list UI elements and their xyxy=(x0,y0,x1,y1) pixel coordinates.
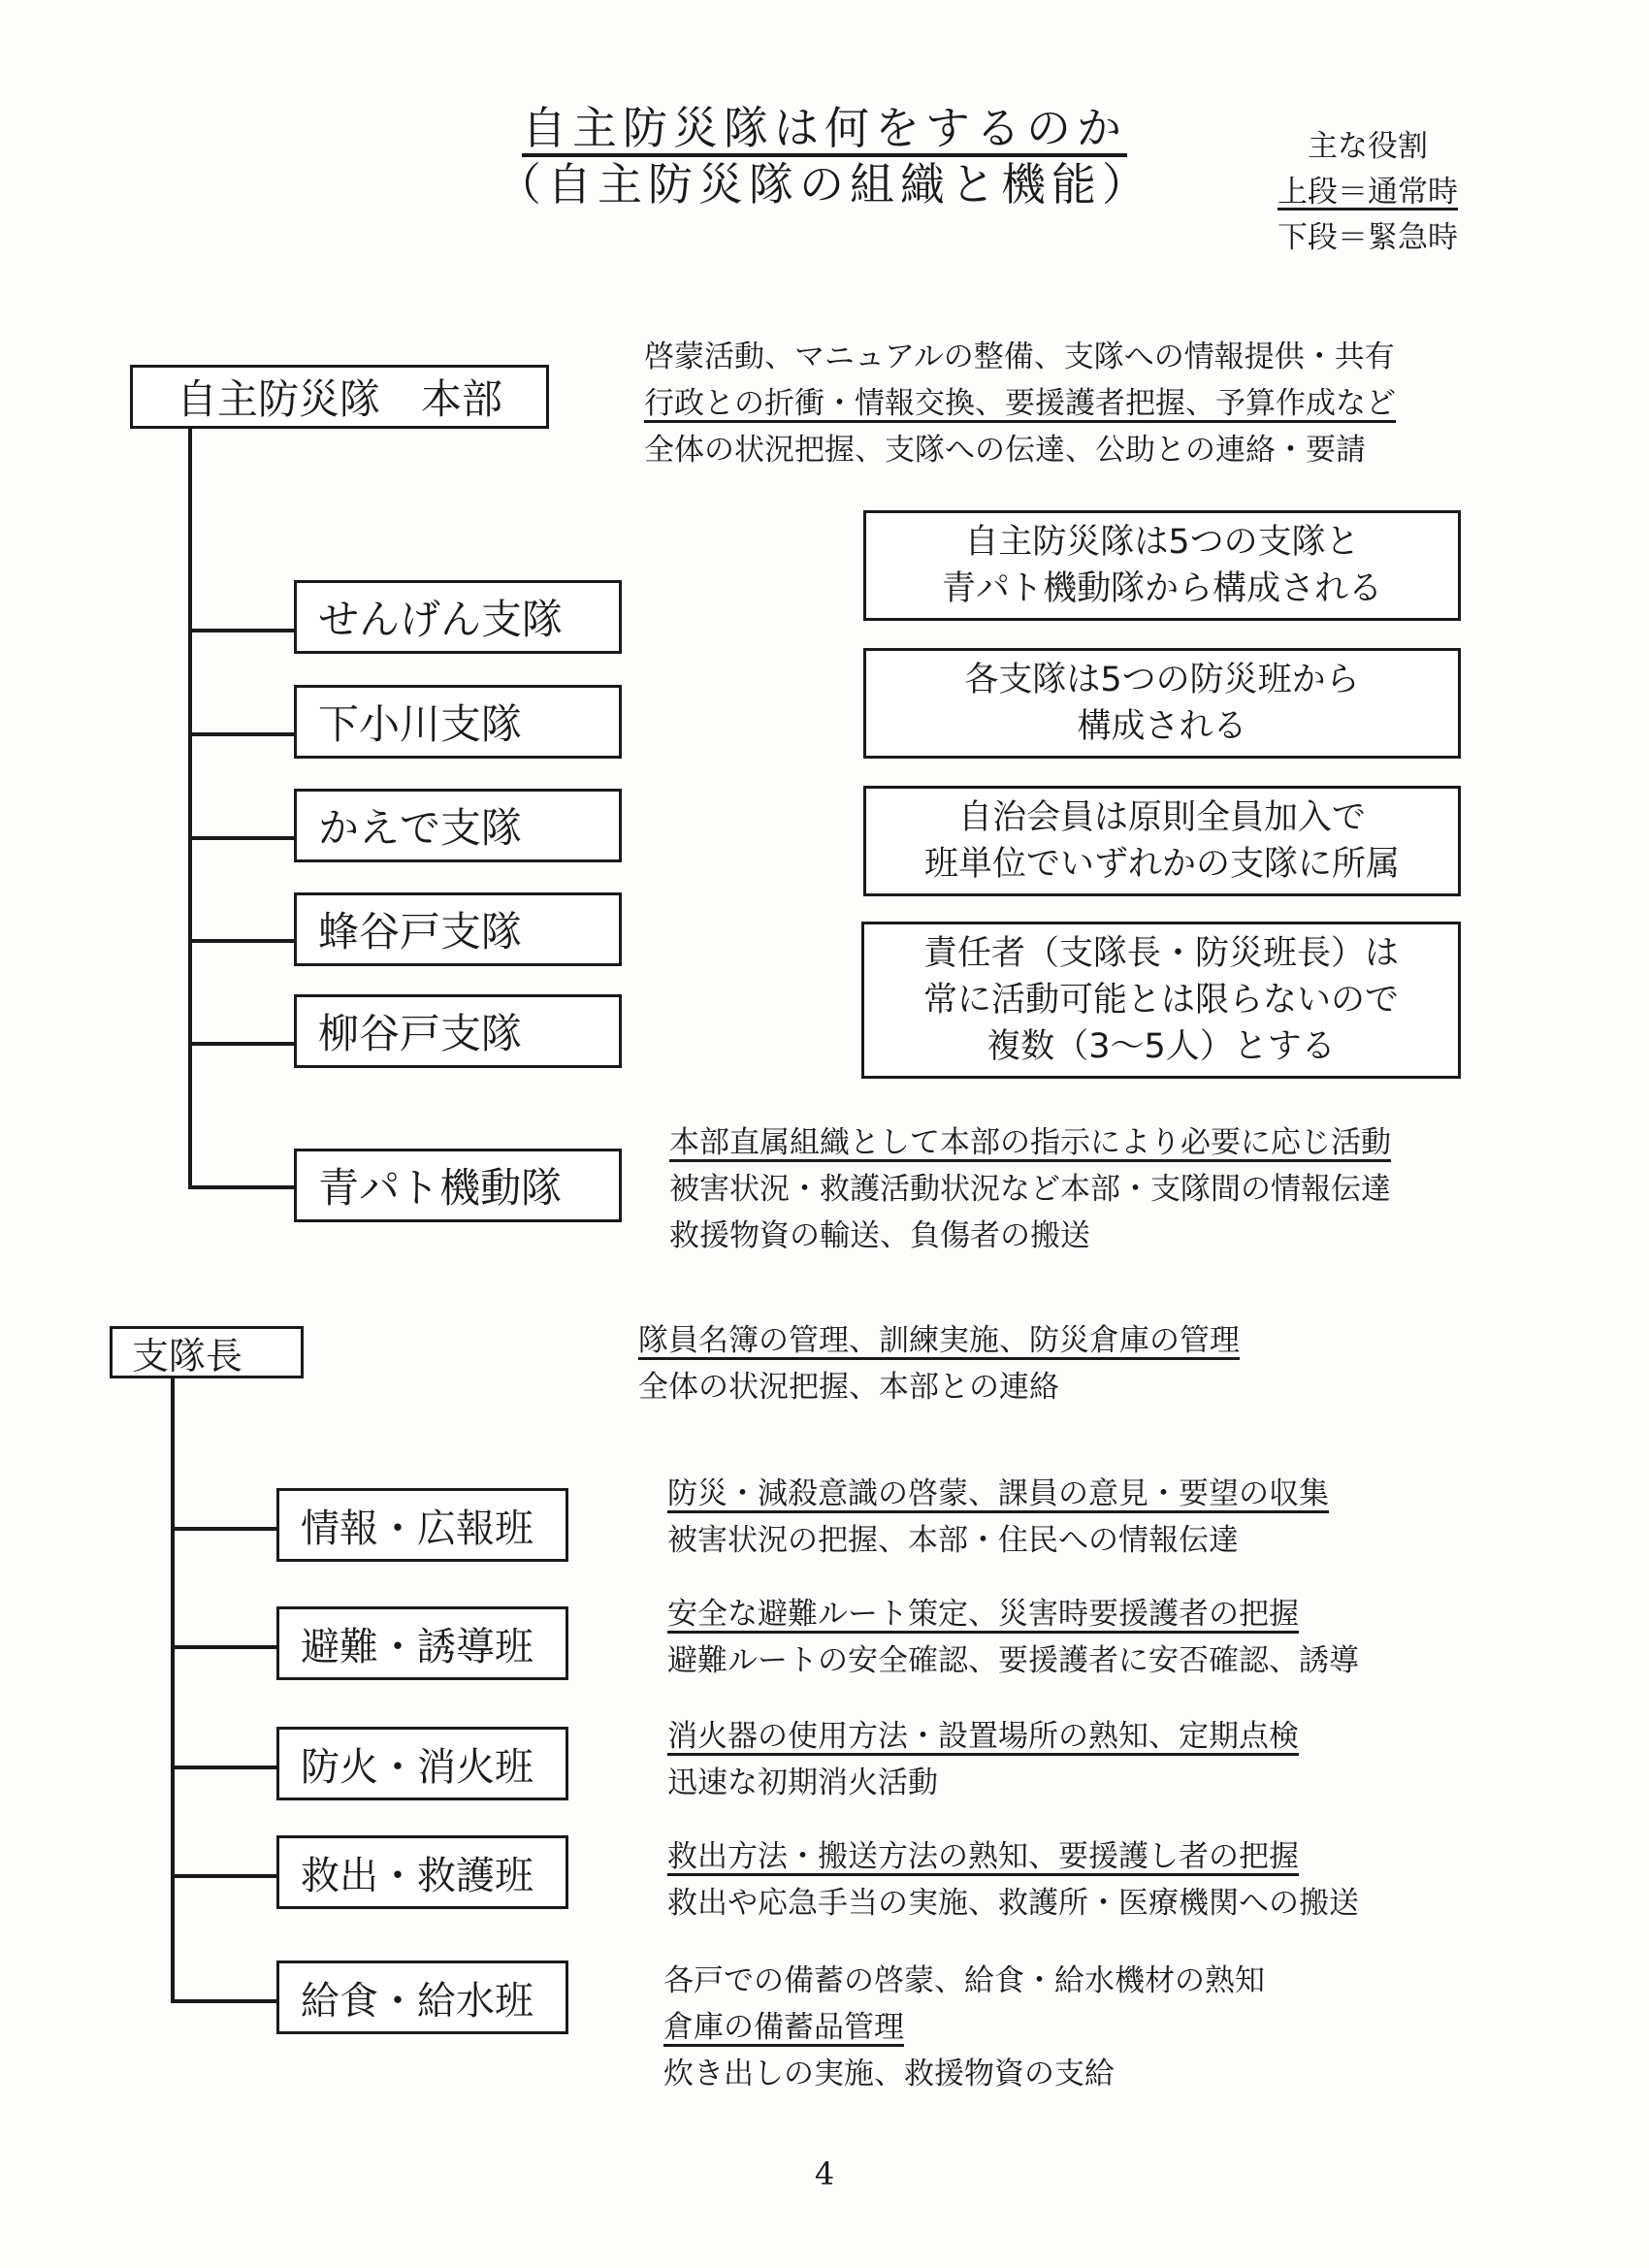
note-line: 複数（3～5人）とする xyxy=(986,1027,1336,1066)
team-emergency-line: 救出や応急手当の実施、救護所・医療機関への搬送 xyxy=(667,1886,1359,1921)
team-box: 情報・広報班 xyxy=(276,1488,568,1562)
team-normal-line: 倉庫の備蓄品管理 xyxy=(663,2010,904,2045)
note-line: 青パト機動隊から構成される xyxy=(941,569,1383,608)
branch-connector xyxy=(188,1185,294,1189)
page-subtitle: （自主防災隊の組織と機能） xyxy=(497,158,1152,211)
info-note xyxy=(863,786,1461,896)
patrol-box: 青パト機動隊 xyxy=(294,1149,622,1222)
note-line: 常に活動可能とは限らないので xyxy=(922,981,1399,1020)
team-box: 防火・消火班 xyxy=(276,1727,568,1800)
page-number: 4 xyxy=(814,2155,835,2192)
branch-connector xyxy=(188,939,294,943)
note-line: 責任者（支隊長・防災班長）は xyxy=(922,934,1399,973)
legend-lower: 下段＝緊急時 xyxy=(1277,220,1458,255)
hq-normal-line: 啓蒙活動、マニュアルの整備、支隊への情報提供・共有 xyxy=(644,340,1395,374)
branch-connector xyxy=(188,836,294,840)
team-description xyxy=(663,1958,1265,2097)
leader-box: 支隊長 xyxy=(110,1326,304,1378)
team-connector xyxy=(171,1874,276,1878)
note-line: 自主防災隊は5つの支隊と xyxy=(964,523,1360,562)
team-normal-line: 救出方法・搬送方法の熟知、要援護し者の把握 xyxy=(667,1839,1299,1874)
note-line: 各支隊は5つの防災班から xyxy=(964,661,1360,699)
patrol-emergency-line: 被害状況・救護活動状況など本部・支隊間の情報伝達 xyxy=(669,1172,1391,1207)
info-note xyxy=(861,922,1461,1079)
leader-normal-line: 隊員名簿の管理、訓練実施、防災倉庫の管理 xyxy=(638,1323,1240,1358)
hq-normal-line: 行政との折衝・情報交換、要援護者把握、予算作成など xyxy=(644,386,1396,421)
team-emergency-line: 炊き出しの実施、救援物資の支給 xyxy=(663,2057,1115,2091)
team-description xyxy=(667,1833,1359,1927)
patrol-emergency-line: 救援物資の輸送、負傷者の搬送 xyxy=(669,1218,1090,1253)
leader-description xyxy=(638,1317,1240,1410)
branch-box: かえで支隊 xyxy=(294,789,622,862)
note-line: 班単位でいずれかの支隊に所属 xyxy=(923,845,1400,884)
role-legend xyxy=(1251,124,1484,261)
team-box: 避難・誘導班 xyxy=(276,1606,568,1680)
hq-description xyxy=(644,334,1396,473)
patrol-description xyxy=(669,1119,1391,1259)
team-normal-line: 防災・減殺意識の啓蒙、課員の意見・要望の収集 xyxy=(667,1476,1329,1511)
team-normal-line: 各戸での備蓄の啓蒙、給食・給水機材の熟知 xyxy=(663,1963,1265,1998)
hq-box: 自主防災隊 本部 xyxy=(130,365,549,429)
team-description xyxy=(667,1713,1299,1806)
patrol-normal-line: 本部直属組織として本部の指示により必要に応じ活動 xyxy=(669,1125,1391,1160)
legend-heading: 主な役割 xyxy=(1308,129,1428,164)
team-emergency-line: 被害状況の把握、本部・住民への情報伝達 xyxy=(667,1523,1239,1558)
hq-tree-trunk xyxy=(188,429,192,1187)
branch-box: 蜂谷戸支隊 xyxy=(294,892,622,966)
branch-connector xyxy=(188,732,294,736)
leader-tree-trunk xyxy=(171,1378,175,2001)
team-description xyxy=(667,1591,1359,1684)
team-description xyxy=(667,1471,1329,1564)
note-line: 自治会員は原則全員加入で xyxy=(957,798,1366,837)
legend-upper: 上段＝通常時 xyxy=(1277,175,1458,210)
branch-box: せんげん支隊 xyxy=(294,580,622,654)
team-box: 救出・救護班 xyxy=(276,1835,568,1909)
team-connector xyxy=(171,1645,276,1649)
leader-emergency-line: 全体の状況把握、本部との連絡 xyxy=(638,1370,1059,1405)
branch-box: 下小川支隊 xyxy=(294,685,622,759)
page-title: 自主防災隊は何をするのか xyxy=(522,102,1127,154)
team-normal-line: 消火器の使用方法・設置場所の熟知、定期点検 xyxy=(667,1719,1299,1754)
team-connector xyxy=(171,1766,276,1769)
branch-connector xyxy=(188,1042,294,1046)
note-line: 構成される xyxy=(1077,707,1247,746)
team-box: 給食・給水班 xyxy=(276,1960,568,2034)
info-note xyxy=(863,648,1461,759)
hq-emergency-line: 全体の状況把握、支隊への伝達、公助との連絡・要請 xyxy=(644,433,1366,468)
team-normal-line: 安全な避難ルート策定、災害時要援護者の把握 xyxy=(667,1597,1299,1632)
team-emergency-line: 迅速な初期消火活動 xyxy=(667,1766,938,1800)
team-connector xyxy=(171,1527,276,1531)
branch-box: 柳谷戸支隊 xyxy=(294,994,622,1068)
team-emergency-line: 避難ルートの安全確認、要援護者に安否確認、誘導 xyxy=(667,1643,1359,1678)
team-connector xyxy=(171,1999,276,2003)
branch-connector xyxy=(188,629,294,632)
info-note xyxy=(863,510,1461,621)
